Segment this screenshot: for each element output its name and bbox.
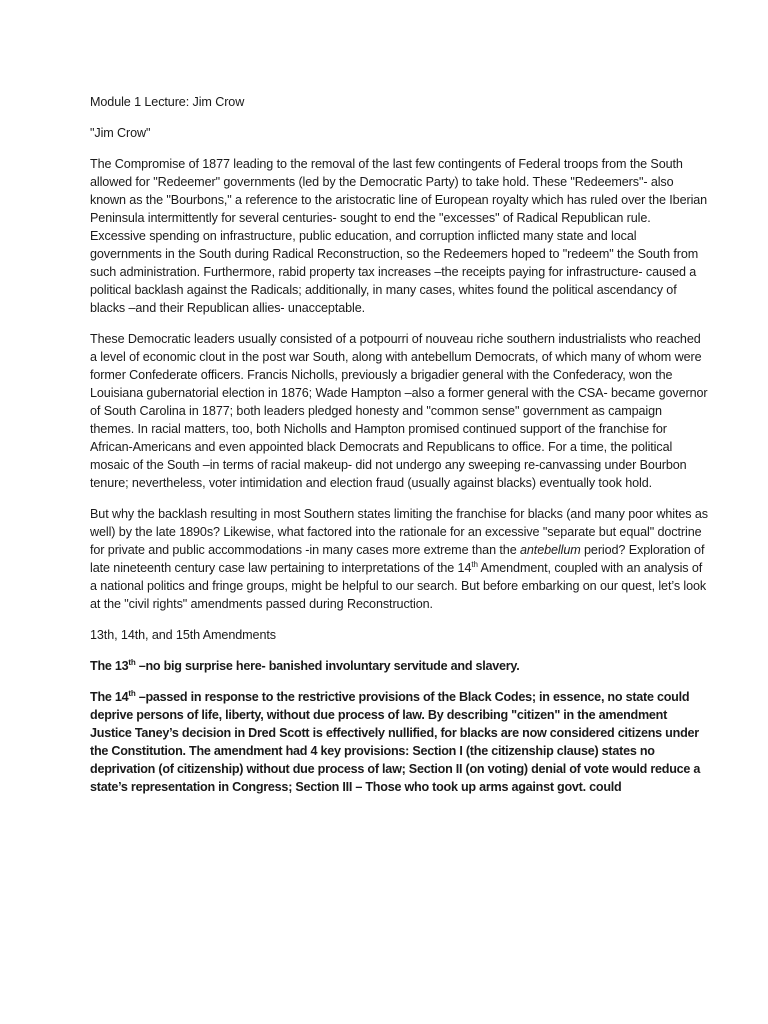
paragraph-backlash-part3: Amendment, coupled with an analysis of a national politics and fringe groups, might be helpful to our search. But before embarking on our quest, let’s look at the "civil rights" amendments passed during Reconstruction. <box>90 561 707 611</box>
paragraph-compromise-1877: The Compromise of 1877 leading to the removal of the last few contingents of Federal troops from the South allowed for "Redeemer" governments (led by the Democratic Party) to take hold. These "Redeemers"- also known as the "Bourbons," a reference to the aristocratic line of European royalty which has ruled over the Iberian Peninsula intermittently for several centuries- sought to end the "excesses" of Radical Republican rule. Excessive spending on infrastructure, public education, and corruption inflicted many state and local governments in the South during Radical Reconstruction, so the Redeemers hoped to "redeem" the South from such administration. Furthermore, rabid property tax increases –the receipts paying for infrastructure- caused a political backlash against the Radicals; additionally, in many cases, whites found the political ascendancy of blacks –and their Republican allies- unacceptable. <box>90 157 708 315</box>
fourteenth-text: –passed in response to the restrictive provisions of the Black Codes; in essence, no state could deprive persons of life, liberty, without due process of law. By describing "citizen" in the amendment Justice Taney’s decision in Dred Scott is effectively nullified, for blacks are now considered citizens under the Constitution. The amendment had 4 key provisions: Section I (the citizenship clause) states no deprivation (of citizenship) without due process of law; Section II (on voting) denial of vote would reduce a state’s representation in Congress; Section III – Those who took up arms against govt. could <box>90 690 701 794</box>
superscript-th: th <box>471 559 478 569</box>
paragraph-backlash-part1: But why the backlash resulting in most Southern states limiting the franchise for blacks (and many poor whites as well) by the late 1890s? Likewise, what factored into the rationale for an excessive "separate but equal" doctrine for private and public accommodations -in many cases more extreme than the <box>90 507 708 557</box>
fourteenth-sup: th <box>128 688 136 698</box>
thirteenth-prefix: The 13 <box>90 659 129 673</box>
thirteenth-amendment <box>90 657 708 675</box>
document-subtitle: "Jim Crow" <box>90 126 151 140</box>
paragraph-backlash <box>90 505 708 613</box>
thirteenth-sup: th <box>128 657 136 667</box>
paragraph-backlash-part2: period? Exploration of late nineteenth century case law pertaining to interpretations of the 14 <box>90 543 705 575</box>
paragraph-democratic-leaders: These Democratic leaders usually consisted of a potpourri of nouveau riche southern industrialists who reached a level of economic clout in the post war South, along with antebellum Democrats, of which many of whom were former Confederate officers. Francis Nicholls, previously a brigadier general with the Confederacy, won the Louisiana gubernatorial election in 1876; Wade Hampton –also a former general with the CSA- became governor of South Carolina in 1877; both leaders pledged honesty and "common sense" government as campaign themes. In racial matters, too, both Nicholls and Hampton promised continued support of the franchise for African-Americans and even appointed black Democrats and Republicans to office. For a time, the political mosaic of the South –in terms of racial makeup- did not undergo any sweeping re-canvassing under Bourbon tenure; nevertheless, voter intimidation and election fraud (usually against blacks) eventually took hold. <box>90 332 708 490</box>
fourteenth-amendment <box>90 688 708 796</box>
thirteenth-text: –no big surprise here- banished involuntary servitude and slavery. <box>135 659 520 673</box>
fourteenth-prefix: The 14 <box>90 690 129 704</box>
document-title: Module 1 Lecture: Jim Crow <box>90 95 245 109</box>
antebellum-italic: antebellum <box>520 543 581 557</box>
amendments-heading: 13th, 14th, and 15th Amendments <box>90 628 276 642</box>
